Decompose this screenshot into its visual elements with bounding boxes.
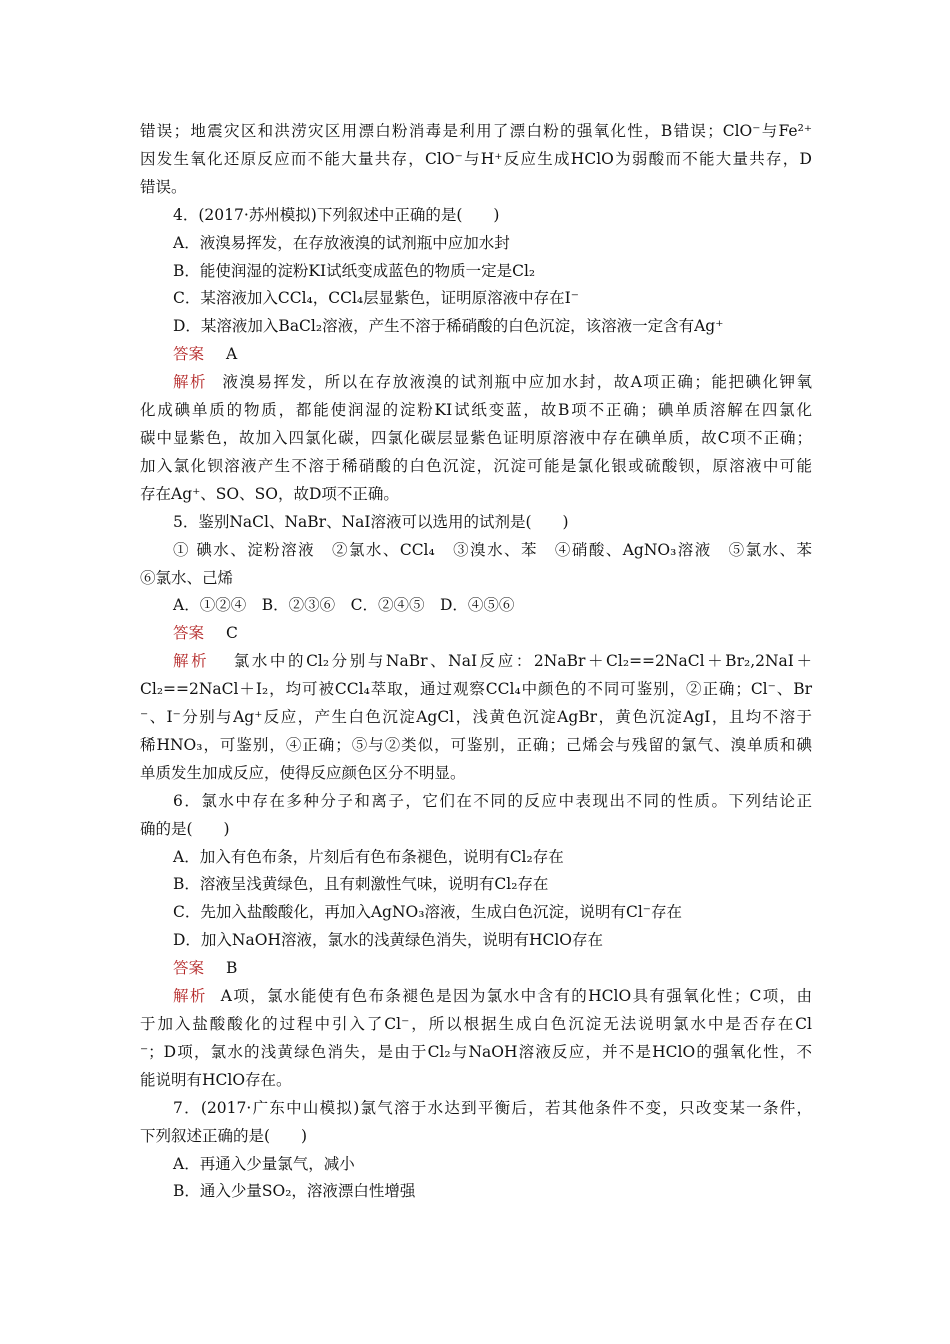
text-line: Cl₂==2NaCl＋I₂，均可被CCl₄萃取，通过观察CCl₄中颜色的不同可鉴别，②正确；Cl⁻、Br	[140, 680, 812, 699]
analysis-text: 液溴易挥发，所以在存放液溴的试剂瓶中应加水封，故A项正确；能把碘化钾氧	[221, 373, 812, 392]
text-line: 因发生氧化还原反应而不能大量共存，ClO⁻与H⁺反应生成HClO为弱酸而不能大量共存，D	[140, 149, 812, 168]
question-7-stem: 7．(2017·广东中山模拟)氯气溶于水达到平衡后，若其他条件不变，只改变某一条件，	[173, 1098, 812, 1117]
question-4-option-a: A．液溴易挥发，在存放液溴的试剂瓶中应加水封	[173, 233, 510, 252]
answer-label: 答案	[173, 345, 205, 364]
question-6-answer	[140, 955, 812, 983]
text-line: 稀HNO₃，可鉴别，④正确；⑤与②类似，可鉴别，正确；己烯会与残留的氯气、溴单质和碘	[140, 735, 812, 754]
question-5-reagents: ① 碘水、淀粉溶液 ②氯水、CCl₄ ③溴水、苯 ④硝酸、AgNO₃溶液 ⑤氯水、苯	[173, 540, 812, 559]
question-5-stem: 5．鉴别NaCl、NaBr、NaI溶液可以选用的试剂是( )	[173, 512, 569, 531]
question-6-option-a: A．加入有色布条，片刻后有色布条褪色，说明有Cl₂存在	[173, 847, 564, 866]
question-7-option-b: B．通入少量SO₂，溶液漂白性增强	[173, 1182, 416, 1201]
question-6-stem-cont: 确的是( )	[140, 819, 230, 838]
text-line: 错误；地震灾区和洪涝灾区用漂白粉消毒是利用了漂白粉的强氧化性，B错误；ClO⁻与Fe²⁺	[140, 122, 812, 140]
question-4-option-d: D．某溶液加入BaCl₂溶液，产生不溶于稀硝酸的白色沉淀，该溶液一定含有Ag⁺	[173, 317, 724, 336]
answer-value: A	[226, 345, 238, 364]
question-7-option-a: A．再通入少量氯气，减小	[173, 1154, 355, 1173]
answer-value: B	[226, 959, 238, 978]
text-line: 单质发生加成反应，使得反应颜色区分不明显。	[140, 763, 466, 782]
text-line: 存在Ag⁺、SO、SO，故D项不正确。	[140, 484, 399, 503]
question-5-answer	[140, 620, 812, 648]
text-line: 碳中显紫色，故加入四氯化碳，四氯化碳层显紫色证明原溶液中存在碘单质，故C项不正确；	[140, 428, 812, 447]
question-6-option-c: C．先加入盐酸酸化，再加入AgNO₃溶液，生成白色沉淀，说明有Cl⁻存在	[173, 903, 682, 922]
question-4-option-b: B．能使润湿的淀粉KI试纸变成蓝色的物质一定是Cl₂	[173, 261, 536, 280]
question-4-stem: 4．(2017·苏州模拟)下列叙述中正确的是( )	[173, 205, 500, 224]
text-line: ⁻；D项，氯水的浅黄绿色消失，是由于Cl₂与NaOH溶液反应，并不是HClO的强氧化性，不	[140, 1042, 812, 1061]
answer-value: C	[226, 624, 238, 643]
analysis-text: A项，氯水能使有色布条褪色是因为氯水中含有的HClO具有强氧化性；C项，由	[220, 987, 812, 1006]
text-line: 加入氯化钡溶液产生不溶于稀硝酸的白色沉淀，沉淀可能是氯化银或硫酸钡，原溶液中可能	[140, 456, 812, 475]
question-6-stem: 6．氯水中存在多种分子和离子，它们在不同的反应中表现出不同的性质。下列结论正	[173, 791, 812, 810]
question-4-analysis	[140, 369, 812, 397]
question-7-stem-cont: 下列叙述正确的是( )	[140, 1126, 308, 1145]
text-line: 于加入盐酸酸化的过程中引入了Cl⁻，所以根据生成白色沉淀无法说明氯水中是否存在Cl	[140, 1015, 812, 1033]
question-5-options: A．①②④ B．②③⑥ C．②④⑤ D．④⑤⑥	[173, 596, 515, 615]
text-line: ⁻、I⁻分别与Ag⁺反应，产生白色沉淀AgCl，浅黄色沉淀AgBr，黄色沉淀AgI，且均不溶于	[140, 708, 812, 727]
document-page	[140, 118, 812, 1206]
analysis-text: 氯水中的Cl₂分别与NaBr、NaI反应：2NaBr＋Cl₂==2NaCl＋Br₂,2NaI＋	[231, 652, 812, 671]
question-4-answer	[140, 341, 812, 369]
analysis-label: 解析	[173, 373, 208, 392]
analysis-label: 解析	[173, 652, 210, 671]
question-5-reagents-cont: ⑥氯水、己烯	[140, 568, 234, 587]
question-4-option-c: C．某溶液加入CCl₄，CCl₄层显紫色，证明原溶液中存在I⁻	[173, 289, 579, 308]
text-line: 化成碘单质的物质，都能使润湿的淀粉KI试纸变蓝，故B项不正确；碘单质溶解在四氯化	[140, 401, 812, 420]
question-5-analysis	[140, 648, 812, 676]
question-6-option-d: D．加入NaOH溶液，氯水的浅黄绿色消失，说明有HClO存在	[173, 931, 603, 950]
question-6-analysis	[140, 983, 812, 1011]
analysis-label: 解析	[173, 987, 207, 1006]
text-line: 能说明有HClO存在。	[140, 1070, 292, 1089]
question-6-option-b: B．溶液呈浅黄绿色，且有刺激性气味，说明有Cl₂存在	[173, 875, 549, 894]
answer-label: 答案	[173, 624, 205, 643]
text-line: 错误。	[140, 177, 187, 196]
answer-label: 答案	[173, 959, 205, 978]
